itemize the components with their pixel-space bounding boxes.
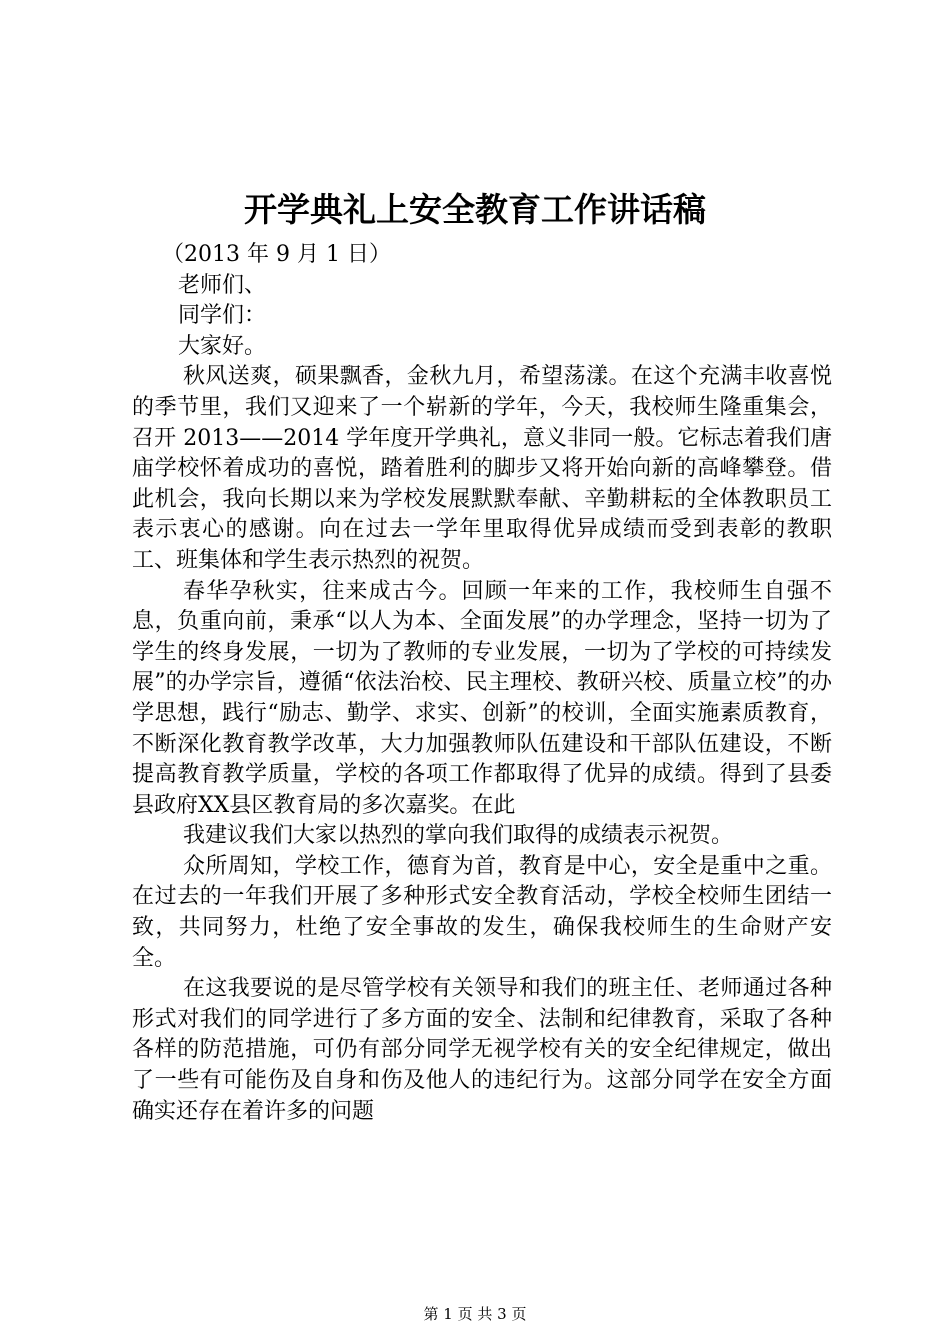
salutation-greeting: 大家好。 [178, 333, 267, 359]
salutation-teachers: 老师们、 [178, 272, 267, 298]
paragraph-opening: 秋风送爽，硕果飘香，金秋九月，希望荡漾。在这个充满丰收喜悦的季节里，我们又迎来了一个崭新的学年，今天，我校师生隆重集会，召开 2013——2014 学年度开学典礼，意义非同一般。它标志着我们唐庙学校怀着成功的喜悦，踏着胜利的脚步又将开始向新的高峰攀登。借此机会，我向长期以来为学校发展默默奉献、辛勤耕耘的全体教职员工表示衷心的感谢。向在过去一学年里取得优异成绩而受到表彰的教职工、班集体和学生表示热烈的祝贺。 [132, 364, 832, 573]
document-title: 开学典礼上安全教育工作讲话稿 [244, 190, 706, 229]
paragraph-safety-issues: 在这我要说的是尽管学校有关领导和我们的班主任、老师通过各种形式对我们的同学进行了多方面的安全、法制和纪律教育，采取了各种各样的防范措施，可仍有部分同学无视学校有关的安全纪律规定，做出了一些有可能伤及自身和伤及他人的违纪行为。这部分同学在安全方面确实还存在着许多的问题 [132, 976, 832, 1124]
page-footer: 第 1 页 共 3 页 [423, 1305, 527, 1323]
paragraph-applause: 我建议我们大家以热烈的掌向我们取得的成绩表示祝贺。 [183, 823, 734, 849]
salutation-students: 同学们： [178, 303, 267, 329]
speech-date: （2013 年 9 月 1 日） [162, 242, 391, 267]
paragraph-safety-priority: 众所周知，学校工作，德育为首，教育是中心，安全是重中之重。在过去的一年我们开展了多种形式安全教育活动，学校全校师生团结一致，共同努力，杜绝了安全事故的发生，确保我校师生的生命财产安全。 [132, 853, 832, 971]
paragraph-review: 春华孕秋实，往来成古今。回顾一年来的工作，我校师生自强不息，负重向前，秉承“以人为本、全面发展”的办学理念，坚持一切为了学生的终身发展，一切为了教师的专业发展，一切为了学校的可持续发展”的办学宗旨，遵循“依法治校、民主理校、教研兴校、质量立校”的办学思想，践行“励志、勤学、求实、创新”的校训，全面实施素质教育，不断深化教育教学改革，大力加强教师队伍建设和干部队伍建设，不断提高教育教学质量，学校的各项工作都取得了优异的成绩。得到了县委县政府XX县区教育局的多次嘉奖。在此 [132, 578, 832, 818]
document-body [132, 240, 832, 1127]
